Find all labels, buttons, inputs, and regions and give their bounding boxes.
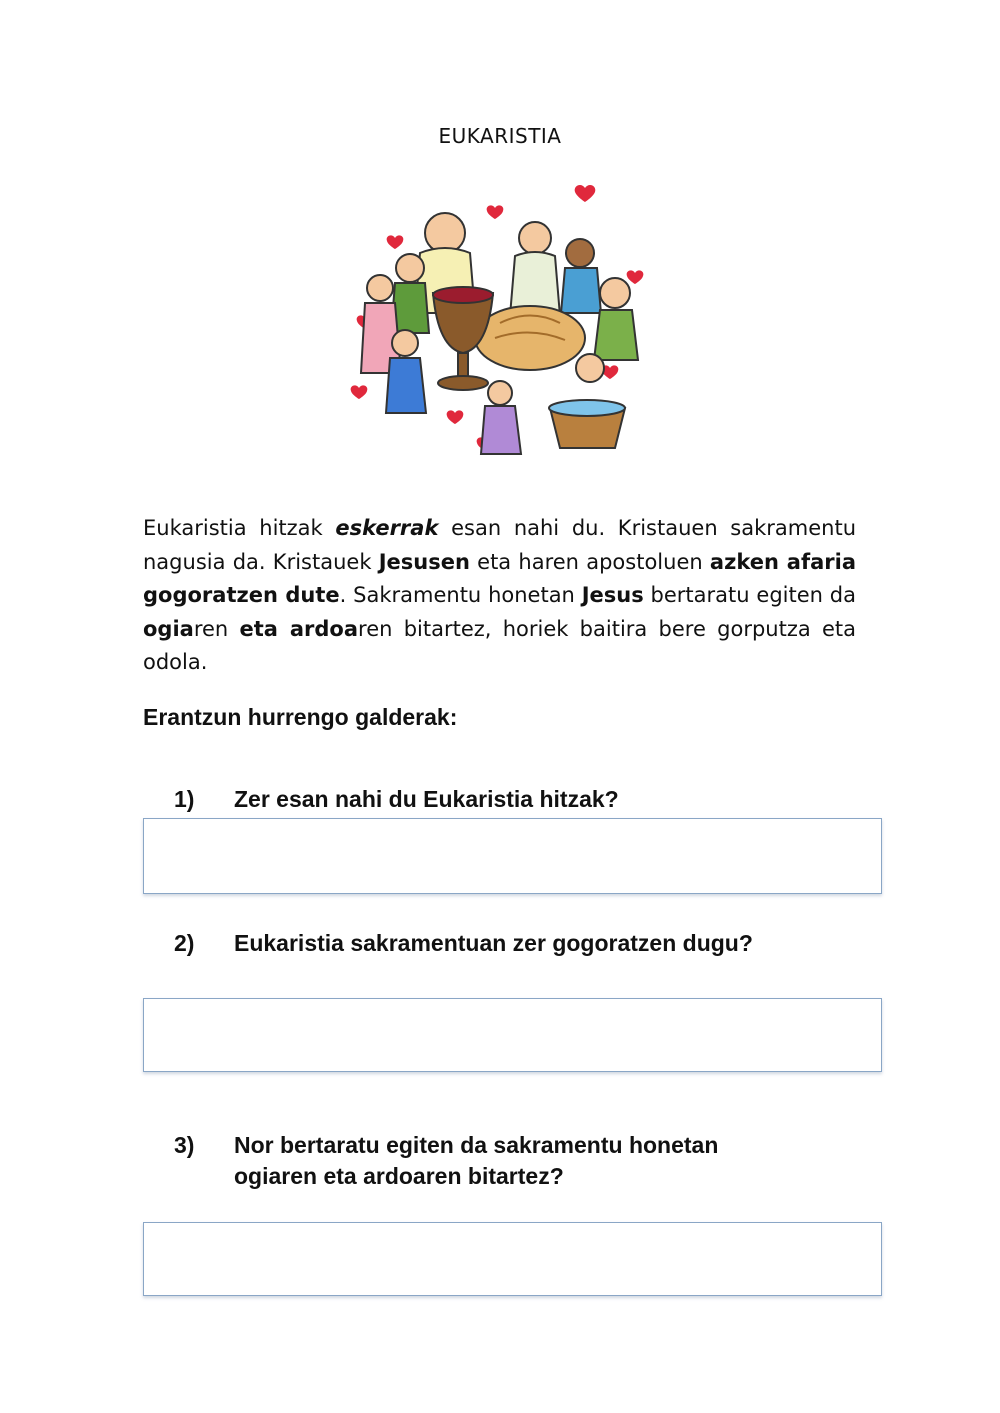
question-1 bbox=[174, 784, 794, 815]
question-text: Nor bertaratu egiten da sakramentu honetan ogiaren eta ardoaren bitartez? bbox=[234, 1132, 719, 1189]
question-number: 3) bbox=[174, 1132, 195, 1158]
intro-paragraph: Eukaristia hitzak eskerrak esan nahi du. Kristauen sakramentu nagusia da. Kristauek Jesusen eta haren apostoluen azken afaria gogoratzen dute. Sakramentu honetan Jesus bertaratu egiten da ogiaren eta ardoaren bitartez, horiek baitira bere gorputza eta odola. bbox=[143, 516, 857, 674]
question-text: Zer esan nahi du Eukaristia hitzak? bbox=[234, 786, 619, 812]
question-2 bbox=[174, 928, 834, 959]
eucharist-illustration-icon bbox=[335, 178, 655, 463]
question-3 bbox=[174, 1130, 774, 1192]
instruction-heading: Erantzun hurrengo galderak: bbox=[143, 704, 458, 730]
question-number: 2) bbox=[174, 930, 195, 956]
question-number: 1) bbox=[174, 786, 195, 812]
answer-field-3[interactable] bbox=[143, 1222, 882, 1296]
question-text: Eukaristia sakramentuan zer gogoratzen dugu? bbox=[234, 930, 753, 956]
page-title: EUKARISTIA bbox=[438, 124, 562, 148]
answer-field-2[interactable] bbox=[143, 998, 882, 1072]
answer-field-1[interactable] bbox=[143, 818, 882, 894]
